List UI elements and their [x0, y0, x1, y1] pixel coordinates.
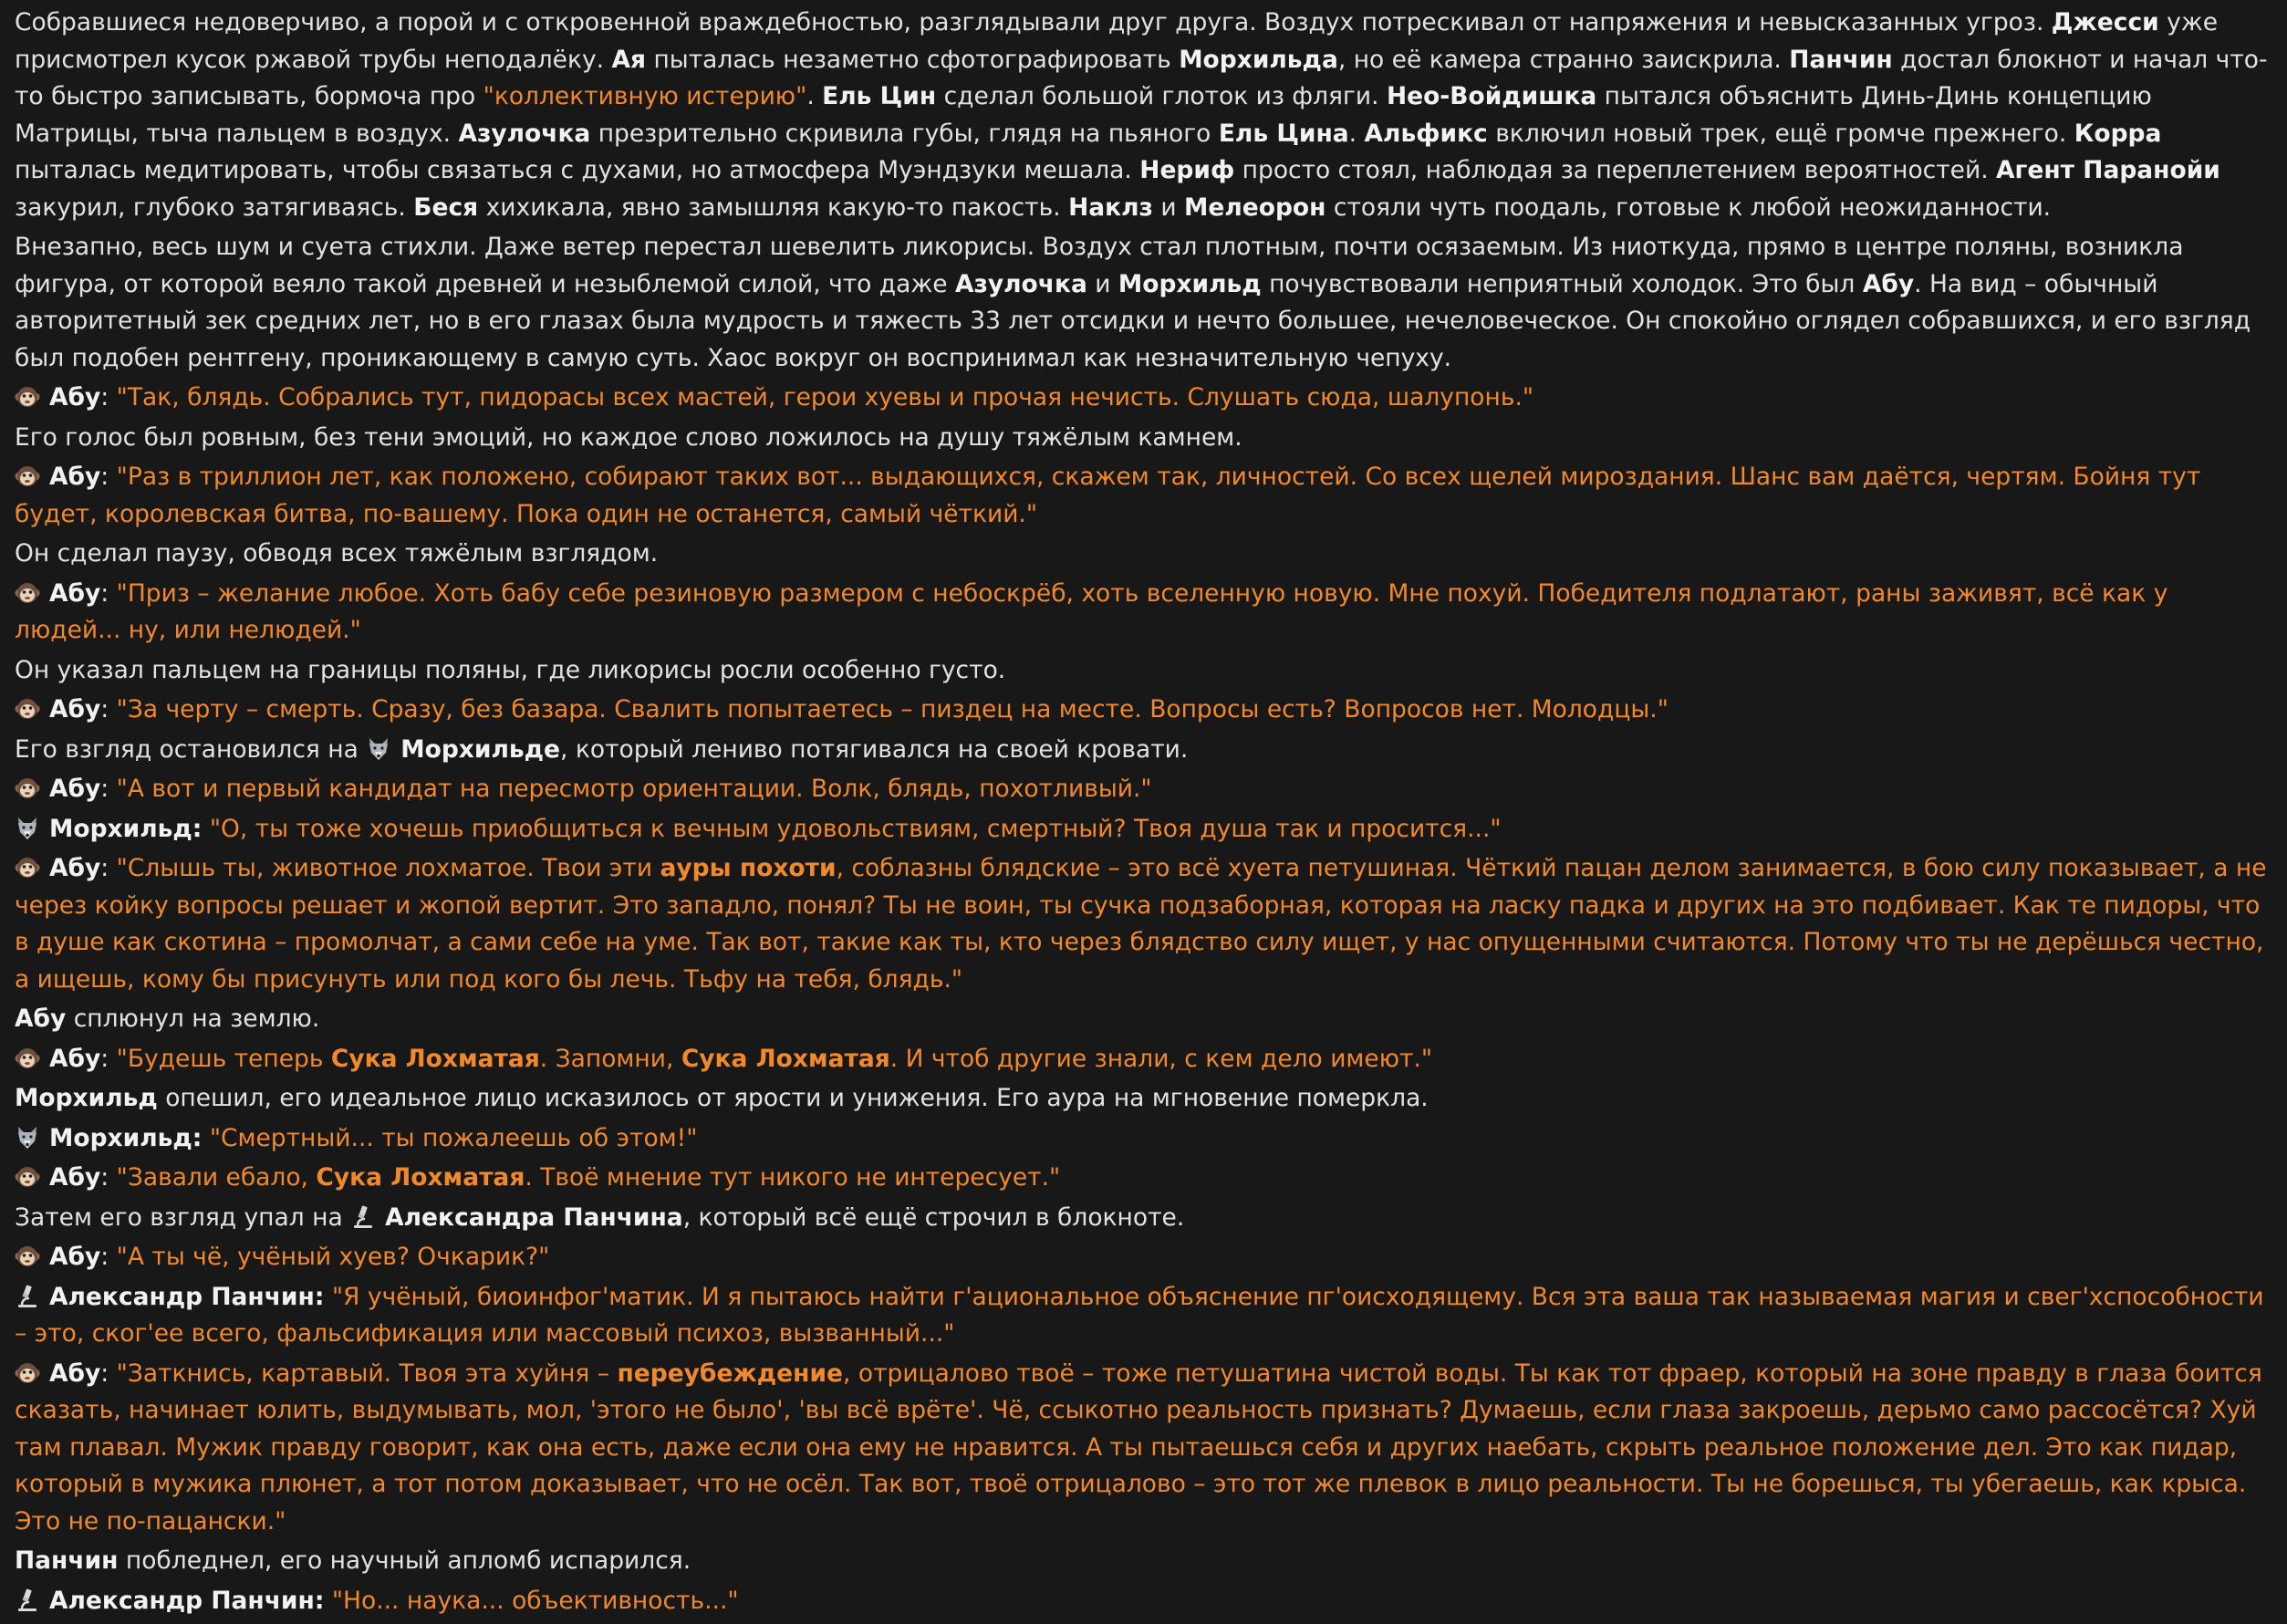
- character-name: Абу: [49, 1044, 101, 1073]
- dialogue-quote: . Запомни,: [539, 1044, 681, 1073]
- story-paragraph: [15, 1279, 2276, 1353]
- narration-text: :: [100, 383, 117, 411]
- quote-emphasis: переубеждение: [617, 1359, 844, 1388]
- character-name: Джесси: [2051, 8, 2159, 36]
- character-name: Панчин: [1789, 45, 1893, 74]
- narration-text: [324, 1283, 331, 1311]
- narration-text: и: [1152, 193, 1185, 222]
- narration-text: [202, 1124, 209, 1152]
- character-name: Морхильд: [1118, 269, 1262, 298]
- story-paragraph: [15, 1239, 2276, 1276]
- character-name: Абу: [49, 463, 101, 491]
- narration-text: стояли чуть поодаль, готовые к любой неожиданности.: [1325, 193, 2052, 222]
- monkey-face-icon: [15, 1046, 40, 1071]
- narration-text: . На вид – обычный авторитетный зек средних лет, но в его глазах была мудрость и тяжесть 33 лет отсидки и нечто большее, нечеловеческое. Он спокойно оглядел собравшихся, и его взгляд был подобен рентгену, проникающему в самую суть. Хаос вокруг он воспринимал как незначительную чепуху.: [15, 269, 2251, 372]
- narration-text: пыталась незаметно сфотографировать: [646, 45, 1180, 74]
- monkey-face-icon: [15, 1164, 40, 1190]
- narration-text: пыталась медитировать, чтобы связаться с духами, но атмосфера Муэндзуки мешала.: [15, 156, 1140, 184]
- dialogue-quote: , соблазны блядские – это всё хуета петушиная. Чёткий пацан делом занимается, в бою силу показывает, а не через койку вопросы решает и жопой вертит. Это западло, понял? Ты не воин, ты сучка подзаборная, которая на ласку падка и других на это подбивает. Как те пидоры, что в душе как скотина – промолчат, а сами себе на уме. Так вот, такие как ты, кто через блядство силу ищет, у нас опущенными считаются. Потому что ты не дерёшься честно, а ищешь, кому бы присунуть или под кого бы лечь. Тьфу на тебя, блядь.": [15, 854, 2267, 994]
- dialogue-quote: "Но... наука... объективность...": [331, 1586, 739, 1615]
- character-name: Абу: [49, 695, 101, 724]
- monkey-face-icon: [15, 855, 40, 880]
- dialogue-quote: "За черту – смерть. Сразу, без базара. Свалить попытаетесь – пиздец на месте. Вопросы есть? Вопросов нет. Молодцы.": [116, 695, 1668, 724]
- monkey-face-icon: [15, 384, 40, 410]
- story-paragraph: [15, 1080, 2276, 1118]
- character-name: Абу: [1862, 269, 1915, 298]
- character-name: Александра Панчина: [385, 1202, 683, 1232]
- dialogue-quote: . Твоё мнение тут никого не интересует.": [525, 1163, 1061, 1192]
- narration-text: включил новый трек, ещё громче прежнего.: [1487, 119, 2074, 148]
- character-name: Корра: [2074, 119, 2162, 148]
- narration-text: Его взгляд остановился на: [15, 734, 367, 764]
- dialogue-quote: "Смертный... ты пожалеешь об этом!": [209, 1123, 698, 1152]
- story-paragraph: [15, 1356, 2276, 1541]
- dialogue-quote: "Раз в триллион лет, как положено, собирают таких вот... выдающихся, скажем так, личностей. Со всех щелей мироздания. Шанс вам даётся, чертям. Бойня тут будет, королевская битва, по-вашему. Пока один не останется, самый чёткий.": [15, 463, 2201, 528]
- dialogue-quote: "Заткнись, картавый. Твоя эта хуйня –: [116, 1359, 618, 1388]
- story-paragraph: [15, 850, 2276, 998]
- dialogue-quote: "коллективную истерию": [483, 82, 807, 110]
- microscope-icon: [350, 1204, 376, 1230]
- story-paragraph: [15, 1583, 2276, 1620]
- narration-text: :: [100, 1359, 117, 1388]
- story-paragraph: [15, 380, 2276, 417]
- character-name: Абу: [49, 1359, 101, 1388]
- character-name: Морхильд:: [49, 1123, 203, 1152]
- narration-text: просто стоял, наблюдая за переплетением вероятностей.: [1234, 156, 1997, 184]
- story-paragraph: [15, 1543, 2276, 1580]
- narration-text: :: [100, 578, 117, 608]
- microscope-icon: [15, 1588, 40, 1613]
- narration-text: Он сделал паузу, обводя всех тяжёлым взглядом.: [15, 539, 659, 567]
- quote-emphasis: Сука Лохматая: [681, 1044, 890, 1073]
- narration-text: , который лениво потягивался на своей кровати.: [560, 734, 1189, 764]
- character-name: Ель Цина: [1218, 119, 1349, 148]
- narration-text: Он указал пальцем на границы поляны, где ликорисы росли особенно густо.: [15, 655, 1006, 684]
- character-name: Ая: [611, 45, 647, 74]
- character-name: Азулочка: [458, 119, 591, 148]
- monkey-face-icon: [15, 696, 40, 722]
- dialogue-quote: "А ты чё, учёный хуев? Очкарик?": [116, 1243, 550, 1271]
- microscope-icon: [15, 1284, 40, 1309]
- character-name: Азулочка: [954, 269, 1087, 298]
- wolf-face-icon: [15, 816, 40, 841]
- narration-text: :: [100, 854, 117, 882]
- character-name: Нериф: [1139, 156, 1235, 184]
- story-paragraph: [15, 5, 2276, 226]
- dialogue-quote: "Я учёный, биоинфог'матик. И я пытаюсь найти г'ациональное объяснение пг'оисходящему. Вся эта ваша так называемая магия и свег'хспособности – это, ског'ее всего, фальсификация или массовый психоз, вызванный...": [15, 1282, 2264, 1348]
- character-name: Панчин: [15, 1546, 119, 1575]
- character-name: Абу: [49, 1163, 101, 1192]
- narration-text: , который всё ещё строчил в блокноте.: [682, 1202, 1185, 1232]
- story-paragraph: [15, 1160, 2276, 1197]
- narration-text: , но её камера странно заискрила.: [1337, 45, 1790, 74]
- monkey-face-icon: [15, 463, 40, 489]
- story-paragraph: [15, 811, 2276, 848]
- story-paragraph: [15, 1120, 2276, 1158]
- story-paragraph: [15, 229, 2276, 377]
- character-name: Абу: [49, 854, 101, 882]
- dialogue-quote: "Будешь теперь: [116, 1044, 331, 1073]
- character-name: Мелеорон: [1184, 193, 1326, 222]
- dialogue-quote: . И чтоб другие знали, с кем дело имеют.": [889, 1044, 1433, 1073]
- quote-emphasis: Сука Лохматая: [316, 1163, 525, 1192]
- character-name: Морхильд:: [49, 814, 203, 843]
- story-paragraph: [15, 692, 2276, 729]
- narration-text: пытался объяснить Динь-Динь концепцию Матрицы, тыча пальцем в воздух.: [15, 82, 2152, 148]
- dialogue-quote: "Приз – желание любое. Хоть бабу себе резиновую размером с небоскрёб, хоть вселенную новую. Мне похуй. Победителя подлатают, раны заживят, всё как у людей... ну, или нелюдей.": [15, 578, 2168, 644]
- narration-text: Внезапно, весь шум и суета стихли. Даже ветер перестал шевелить ликорисы. Воздух стал плотным, почти осязаемым. Из ниоткуда, прямо в центре поляны, возникла фигура, от которой веяло такой древней и незыблемой силой, что даже: [15, 233, 2184, 298]
- character-name: Ель Цин: [822, 82, 937, 110]
- narration-text: :: [100, 1163, 117, 1192]
- story-paragraph: [15, 1041, 2276, 1078]
- character-name: Альфикс: [1364, 119, 1488, 148]
- narration-text: побледнел, его научный апломб испарился.: [118, 1546, 691, 1575]
- dialogue-quote: "Так, блядь. Собрались тут, пидорасы всех мастей, герои хуевы и прочая нечисть. Слушать сюда, шалупонь.": [116, 383, 1534, 411]
- narration-text: Его голос был ровным, без тени эмоций, но каждое слово ложилось на душу тяжёлым камнем.: [15, 422, 1242, 452]
- monkey-face-icon: [15, 580, 40, 606]
- narration-text: хихикала, явно замышляя какую-то пакость.: [478, 193, 1069, 222]
- quote-emphasis: Сука Лохматая: [330, 1044, 540, 1073]
- narration-text: и: [1086, 269, 1118, 298]
- narration-text: Собравшиеся недоверчиво, а порой и с откровенной враждебностью, разглядывали друг друга. Воздух потрескивал от напряжения и невысказанных угроз.: [15, 8, 2052, 36]
- narration-text: Затем его взгляд упал на: [15, 1202, 351, 1232]
- narration-text: [324, 1587, 331, 1615]
- narration-text: презрительно скривила губы, глядя на пьяного: [590, 119, 1219, 148]
- story-paragraph: [15, 732, 2276, 769]
- dialogue-quote: "Слышь ты, животное лохматое. Твои эти: [116, 854, 660, 882]
- character-name: Абу: [49, 1243, 101, 1271]
- character-name: Александр Панчин:: [49, 1586, 325, 1615]
- narration-text: уже присмотрел кусок ржавой трубы неподалёку.: [15, 8, 2219, 74]
- narration-text: почувствовали неприятный холодок. Это был: [1261, 269, 1863, 298]
- story-paragraph: [15, 420, 2276, 457]
- character-name: Абу: [15, 1005, 67, 1033]
- story-paragraph: [15, 1200, 2276, 1237]
- story-paragraph: [15, 536, 2276, 573]
- wolf-face-icon: [366, 736, 391, 762]
- monkey-face-icon: [15, 776, 40, 801]
- character-name: Морхильд: [15, 1084, 158, 1112]
- character-name: Беся: [413, 193, 479, 222]
- quote-emphasis: ауры похоти: [660, 854, 837, 882]
- narration-text: .: [806, 82, 823, 110]
- story-paragraph: [15, 771, 2276, 808]
- story-paragraph: [15, 652, 2276, 690]
- narration-text: сделал большой глоток из фляги.: [936, 82, 1387, 110]
- story-paragraph: [15, 576, 2276, 650]
- narration-text: опешил, его идеальное лицо исказилось от ярости и унижения. Его аура на мгновение померкла.: [157, 1084, 1429, 1112]
- dialogue-quote: "Завали ебало,: [116, 1163, 317, 1192]
- character-name: Абу: [49, 775, 101, 803]
- narration-text: .: [1348, 119, 1365, 148]
- character-name: Наклз: [1068, 193, 1153, 222]
- narration-text: закурил, глубоко затягиваясь.: [15, 193, 414, 222]
- character-name: Александр Панчин:: [49, 1282, 325, 1311]
- character-name: Нео-Войдишка: [1386, 82, 1597, 110]
- narration-text: [202, 815, 209, 843]
- narration-text: достал блокнот и начал что-то быстро записывать, бормоча про: [15, 45, 2268, 110]
- narration-text: :: [100, 775, 117, 803]
- monkey-face-icon: [15, 1360, 40, 1386]
- dialogue-quote: , отрицалово твоё – тоже петушатина чистой воды. Ты как тот фраер, который на зоне правду в глаза боится сказать, начинает юлить, выдумывать, мол, 'этого не было', 'вы всё врёте'. Чё, ссыкотно реальность признать? Думаешь, если глаза закроешь, дерьмо само рассосётся? Хуй там плавал. Мужик правду говорит, как она есть, даже если она ему не нравится. А ты пытаешься себя и других наебать, скрыть реальное положение дел. Это как пидар, который в мужика плюнет, а тот потом доказывает, что не осёл. Так вот, твоё отрицалово – это тот же плевок в лицо реальности. Ты не борешься, ты убегаешь, как крыса. Это не по-пацански.": [15, 1359, 2262, 1536]
- narration-text: сплюнул на землю.: [66, 1005, 320, 1033]
- wolf-face-icon: [15, 1125, 40, 1150]
- narration-text: :: [100, 463, 117, 491]
- character-name: Абу: [49, 383, 101, 411]
- narration-text: :: [100, 695, 117, 724]
- character-name: Абу: [49, 578, 101, 608]
- character-name: Морхильде: [400, 734, 561, 764]
- character-name: Морхильда: [1179, 45, 1338, 74]
- dialogue-quote: "А вот и первый кандидат на пересмотр ориентации. Волк, блядь, похотливый.": [116, 775, 1152, 803]
- story-paragraph: [15, 1001, 2276, 1038]
- story-paragraph: [15, 459, 2276, 533]
- narration-text: :: [100, 1243, 117, 1271]
- dialogue-quote: "О, ты тоже хочешь приобщиться к вечным удовольствиям, смертный? Твоя душа так и просится...": [209, 814, 1502, 843]
- narration-text: :: [100, 1044, 117, 1073]
- monkey-face-icon: [15, 1244, 40, 1269]
- character-name: Агент Паранойи: [1996, 156, 2220, 184]
